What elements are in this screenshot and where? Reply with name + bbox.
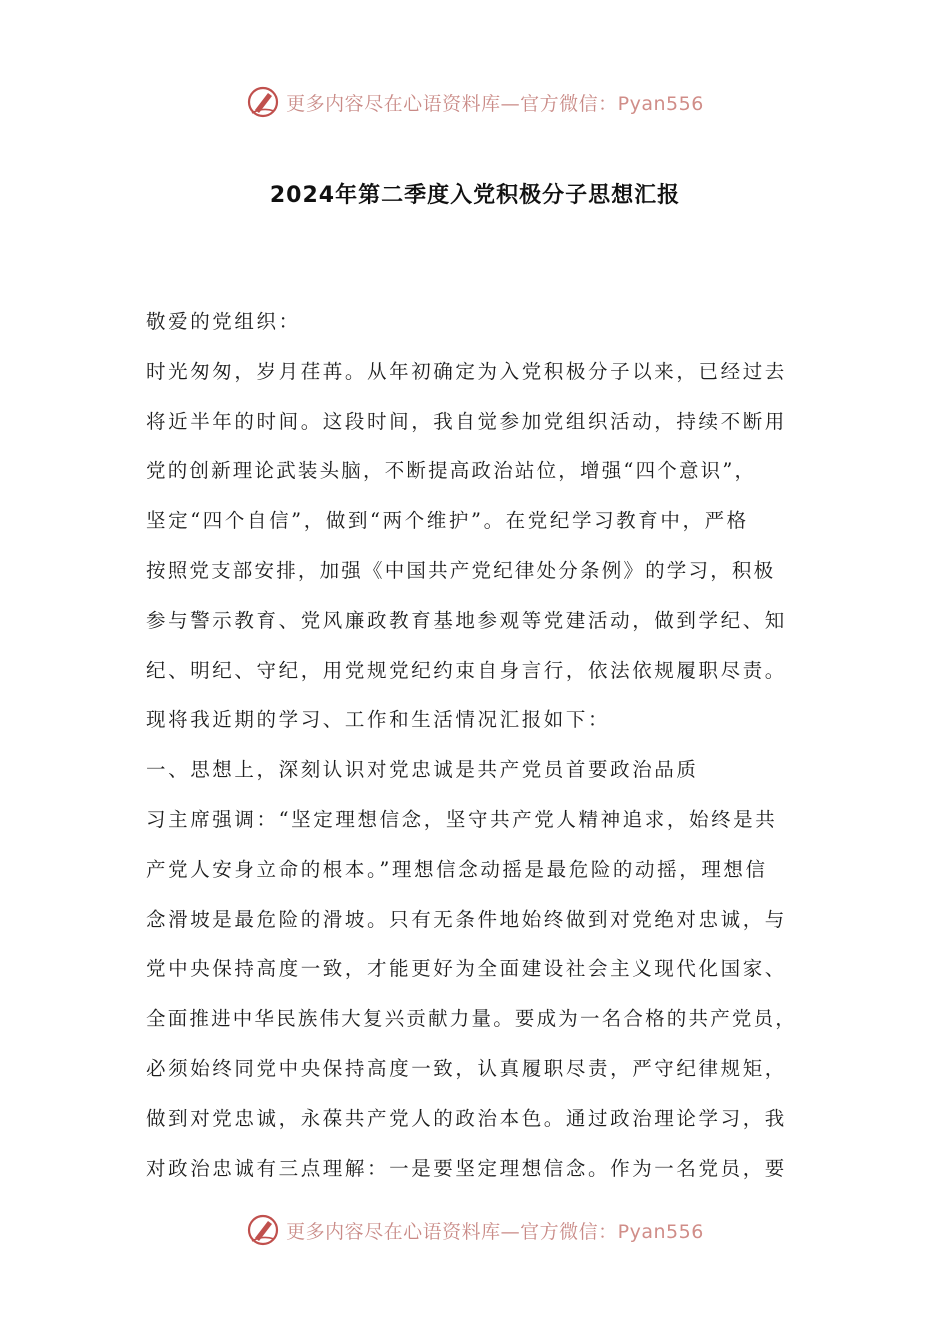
text-line: 按照党支部安排，加强《中国共产党纪律处分条例》的学习，积极	[146, 558, 776, 582]
document-body	[146, 297, 826, 1193]
wechat-id: Pyan556	[617, 92, 704, 115]
watermark-text: 更多内容尽在心语资料库—官方微信：Pyan556	[286, 1220, 704, 1243]
text-line: 念滑坡是最危险的滑坡。只有无条件地始终做到对党绝对忠诚，与	[146, 907, 787, 931]
text-line: 坚定“四个自信”，做到“两个维护”。在党纪学习教育中，严格	[146, 509, 749, 533]
text-line: 必须始终同党中央保持高度一致，认真履职尽责，严守纪律规矩，	[146, 1056, 787, 1080]
section-heading: 一、思想上，深刻认识对党忠诚是共产党员首要政治品质	[146, 758, 699, 782]
pen-circle-logo-icon	[246, 85, 280, 119]
text-line: 做到对党忠诚，永葆共产党人的政治本色。通过政治理论学习，我	[146, 1106, 787, 1130]
text-line: 现将我近期的学习、工作和生活情况汇报如下：	[146, 708, 611, 732]
text-line: 习主席强调：“坚定理想信念，坚守共产党人精神追求，始终是共	[146, 807, 778, 831]
text-line: 敬爱的党组织：	[146, 310, 301, 333]
pen-circle-logo-icon	[246, 1213, 280, 1247]
text-line: 时光匆匆，岁月荏苒。从年初确定为入党积极分子以来，已经过去	[146, 359, 787, 383]
text-line: 对政治忠诚有三点理解：一是要坚定理想信念。作为一名党员，要	[146, 1156, 787, 1180]
watermark-text: 更多内容尽在心语资料库—官方微信：Pyan556	[286, 92, 704, 115]
text-line: 产党人安身立命的根本。”理想信念动摇是最危险的动摇，理想信	[146, 857, 768, 881]
watermark-banner-bottom	[0, 1210, 950, 1250]
text-line: 党的创新理论武装头脑，不断提高政治站位，增强“四个意识”，	[146, 459, 757, 483]
text-line: 党中央保持高度一致，才能更好为全面建设社会主义现代化国家、	[146, 957, 787, 981]
watermark-banner-top	[0, 82, 950, 122]
text-line: 全面推进中华民族伟大复兴贡献力量。要成为一名合格的共产党员，	[146, 1007, 798, 1031]
text-line: 将近半年的时间。这段时间，我自觉参加党组织活动，持续不断用	[146, 409, 787, 433]
text-line: 纪、明纪、守纪，用党规党纪约束自身言行，依法依规履职尽责。	[146, 658, 787, 682]
document-title: 2024年第二季度入党积极分子思想汇报	[269, 183, 681, 208]
text-line: 参与警示教育、党风廉政教育基地参观等党建活动，做到学纪、知	[146, 608, 787, 632]
wechat-id: Pyan556	[617, 1220, 704, 1243]
